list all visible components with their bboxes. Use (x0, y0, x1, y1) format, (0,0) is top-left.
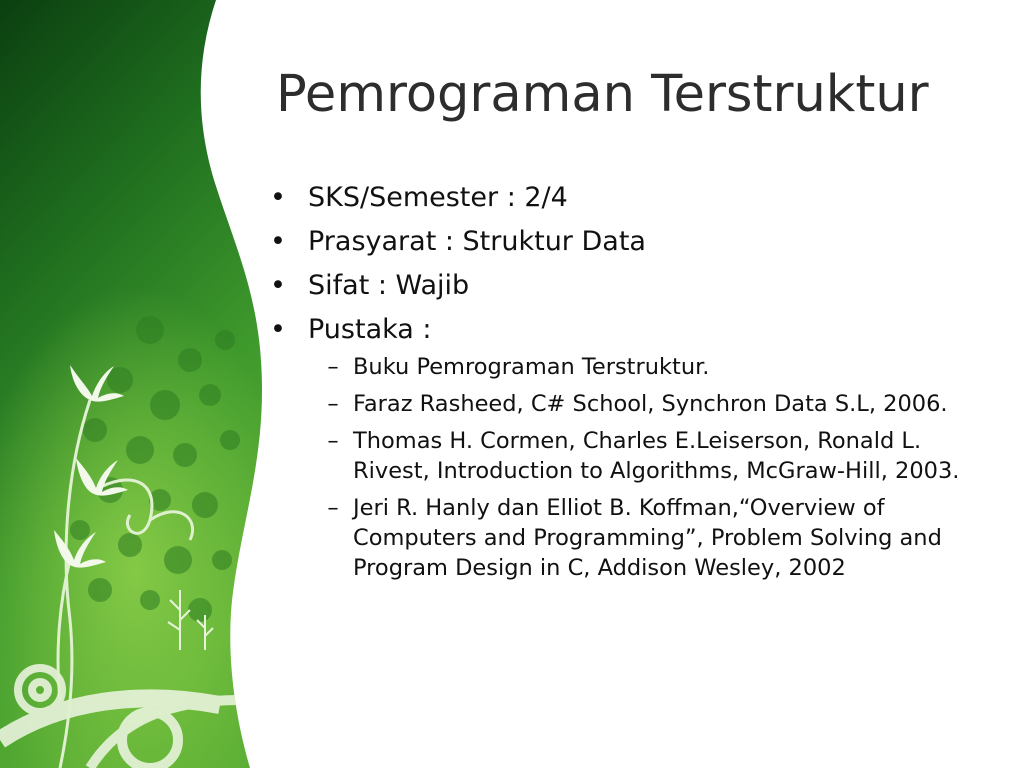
bullet-text: Sifat : Wajib (308, 270, 470, 301)
dash-marker: – (327, 495, 339, 521)
bullet-text: Pustaka : (308, 314, 432, 345)
reference-text: Thomas H. Cormen, Charles E.Leiserson, Ronald L. Rivest, Introduction to Algorithms, McGraw-Hill, 2003. (353, 428, 960, 484)
bullet-item-sks (268, 176, 988, 220)
bullet-list (268, 176, 988, 352)
reference-list (268, 352, 988, 583)
reference-item (268, 389, 973, 419)
bullet-marker: • (270, 270, 286, 301)
reference-item (268, 426, 973, 486)
dash-marker: – (327, 428, 339, 454)
dash-marker: – (327, 391, 339, 417)
dash-marker: – (327, 354, 339, 380)
bullet-marker: • (270, 182, 286, 213)
reference-item (268, 352, 973, 382)
reference-text: Jeri R. Hanly dan Elliot B. Koffman,“Overview of Computers and Programming”, Problem Solving and Program Design in C, Addison Wesley, 2002 (353, 495, 942, 581)
bullet-item-prasyarat (268, 220, 988, 264)
bullet-marker: • (270, 314, 286, 345)
bullet-item-sifat (268, 264, 988, 308)
bullet-text: Prasyarat : Struktur Data (308, 226, 646, 257)
slide-title: Pemrograman Terstruktur (276, 65, 929, 124)
reference-item (268, 493, 973, 583)
bullet-text: SKS/Semester : 2/4 (308, 182, 568, 213)
bullet-item-pustaka (268, 308, 988, 352)
slide-content (268, 176, 988, 590)
reference-text: Buku Pemrograman Terstruktur. (353, 354, 710, 380)
reference-text: Faraz Rasheed, C# School, Synchron Data S.L, 2006. (353, 391, 948, 417)
bullet-marker: • (270, 226, 286, 257)
